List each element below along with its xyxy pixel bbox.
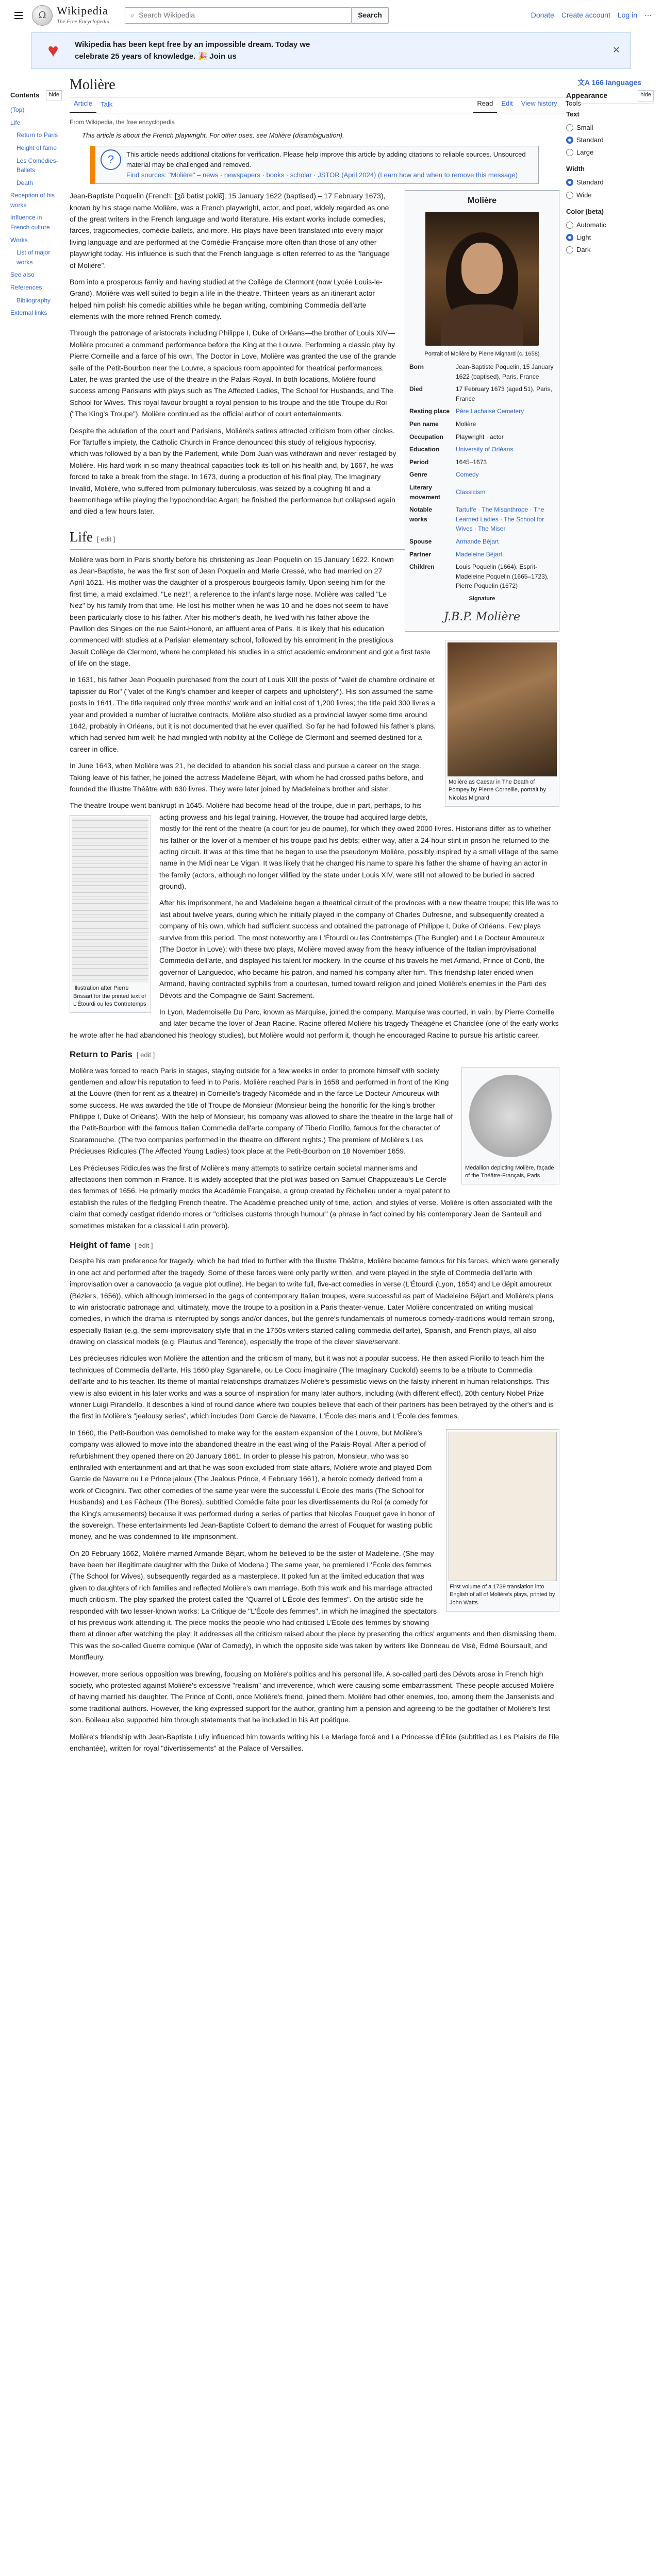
portrait-caption: Portrait of Molière by Pierre Mignard (c. 1658) — [424, 350, 540, 357]
citation-needed-notice — [90, 146, 539, 184]
heart-icon: ♥ — [47, 40, 59, 61]
log-in-link[interactable]: Log in — [617, 11, 637, 20]
toc-item-comedies-ballets[interactable]: Les Comédies-Ballets — [16, 157, 58, 174]
tab-talk[interactable]: Talk — [101, 100, 113, 108]
donate-link[interactable]: Donate — [531, 11, 554, 20]
moliere-caesar-image[interactable] — [448, 642, 557, 776]
figure-medallion — [461, 1067, 559, 1185]
table-of-contents — [10, 90, 62, 319]
life-paragraph: In Lyon, Mademoiselle Du Parc, known as Marquise, joined the company. Marquise was courted, in vain, by Pierre Corneille and later became the lover of Jean Racine. Racine offered Molière his tragedy Théagène et Chariclée (one of the early works he wrote after he had abandoned his theology studies), but Molière would not perform it, though he encouraged Racine to pursue his artistic career. — [70, 1008, 559, 1039]
wikipedia-globe-icon: Ω — [32, 5, 53, 26]
color-light-option[interactable]: Light — [566, 231, 654, 244]
color-dark-option[interactable]: Dark — [566, 244, 654, 256]
infobox-row: Died 17 February 1673 (aged 51), Paris, France — [409, 385, 552, 402]
life-paragraph: In June 1643, when Molière was 21, he decided to abandon his social class and pursue a career on the stage. Taking leave of his father, he joined the actress Madeleine Béjart, with whom he had crossed paths before, and founded the Illustre Théâtre with 630 livres. They were later joined by Madeleine's brother and sister. — [70, 761, 424, 793]
create-account-link[interactable]: Create account — [561, 11, 610, 20]
site-header — [0, 0, 662, 31]
notice-text: This article needs additional citations for verification. Please help improve this article by adding citations to reliable sources. Unsourced material may be challenged and removed. — [126, 150, 526, 168]
tab-history[interactable]: View history — [521, 99, 557, 107]
translate-icon: 文A — [577, 78, 592, 87]
figure-1739-translation — [446, 1429, 559, 1612]
search-button[interactable]: Search — [351, 7, 389, 24]
page-tabs — [70, 98, 585, 113]
edit-section-link[interactable]: [ edit ] — [96, 535, 115, 543]
infobox-row: Pen name Molière — [409, 420, 476, 428]
figure-etourdi — [70, 815, 151, 1013]
close-icon[interactable]: ✕ — [612, 45, 620, 56]
infobox-row: Literary movement Classicism — [409, 483, 486, 501]
figure-caption: Medallion depicting Molière, façade of the Théâtre-Français, Paris — [465, 1164, 554, 1179]
infobox-row: Notable works Tartuffe · The Misanthrope · The Learned Ladies · The School for Wives · The Miser — [409, 506, 544, 533]
figure-caesar — [445, 640, 559, 807]
life-paragraph: Molière was born in Paris shortly before his christening as Jean Poquelin on 15 January 1622. Known as Jean-Baptiste, he was the first son of Jean Poquelin and Marie Cressé, who had married on 27 April 1621. His mother was the daughter of a prosperous bourgeois family. Upon seeing him for the first time, a maid exclaimed, "Le nez!", a reference to the infant's large nose. Molière was called "Le Nez" by his family from that time. He lost his mother when he was 10 and he does not seem to have been particularly close to his father. After his mother's death, he lived with his father above the Pavillon des Singes on the rue Saint-Honoré, an affluent area of Paris. It is likely that his education commenced with studies at a Parisian elementary school, followed by his enrolment in the prestigious Jesuit Collège de Clermont, where he completed his studies in a strict academic environment and got a first taste of life on the stage. — [70, 555, 431, 668]
section-heading-life: Life [ edit ] — [70, 527, 559, 550]
infobox — [405, 190, 559, 632]
toc-title: Contents — [10, 91, 40, 99]
more-options-icon[interactable]: ⋯ — [644, 11, 652, 20]
figure-caption: First volume of a 1739 translation into English of all of Molière's plays, printed by John Watts. — [450, 1583, 555, 1606]
find-sources-links[interactable]: Find sources: "Molière" – news · newspapers · books · scholar · JSTOR (April 2024) (Learn how and when to remove this message) — [126, 171, 518, 179]
color-label: Color (beta) — [566, 207, 604, 215]
etourdi-illustration-image[interactable] — [72, 818, 148, 982]
infobox-row: Genre Comedy — [409, 471, 479, 479]
search-icon: ⌕ — [130, 11, 135, 20]
infobox-row: Occupation Playwright · actor — [409, 433, 504, 440]
intro-paragraph: Jean-Baptiste Poquelin (French: [ʒɑ̃ batist pɔklɛ̃]; 15 January 1622 (baptised) – 17 February 1673), known by his stage name Molière, was a French playwright, actor, and poet, widely regarded as one of the great writers in the French language and world literature. His extant works include comedies, farces, tragicomedies, comédie-ballets, and more. His plays have been translated into every major living language and are performed at the Comédie-Française more often than those of any other playwright today. His influence is such that the French language is often referred to as the "language of Molière". — [70, 192, 390, 269]
fame-paragraph: Despite his own preference for tragedy, which he had tried to further with the Illustre Théâtre, Molière became famous for his farces, which were generally in one act and performed after the tragedy. Some of these farces were only partly written, and were played in the style of Commedia dell'arte with improvisation over a canovaccio (a vague plot outline). He began to write full, five-act comedies in verse (L'Étourdi (Lyon, 1654) and Le dépit amoureux (Béziers, 1656)), which although immersed in the gags of contemporary Italian troupes, were successful as part of Madeleine Béjart and Molière's plans to win aristocratic patronage and, ultimately, move the troupe to a position in a Paris theater-venue. Later Molière concentrated on writing musical comedies, in which the drama is interrupted by songs and/or dances, but the genre's fundamentals of numerous comedy-traditions would remain strong, especially Italian (e.g. the semi-improvisatory style that in the 1750s writers started calling commedia dell'arte), Spanish, and French plays, all also drawing on classical models (e.g. Plautus and Terence), especially the trope of the clever slave/servant. — [70, 1257, 559, 1346]
toc-item-death[interactable]: Death — [16, 179, 34, 187]
infobox-row: Born Jean-Baptiste Poquelin, 15 January 1622 (baptised), Paris, France — [409, 363, 554, 380]
edit-section-link[interactable]: [ edit ] — [135, 1241, 153, 1249]
appearance-panel — [566, 90, 654, 256]
toc-item-see-also[interactable]: See also — [10, 271, 35, 279]
life-paragraph: In 1631, his father Jean Poquelin purchased from the court of Louis XIII the posts of "valet de chambre ordinaire et tapissier du Roi" ("valet of the King's chamber and keeper of carpets and upholstery"). His son assumed the same posts in 1641. The title required only three months' work and an initial cost of 1,200 livres; the title paid 300 livres a year and provided a number of lucrative contracts. Molière also studied as a provincial lawyer some time around 1642, probably in Orléans, but it is not documented that he ever qualified. So far he had followed his father's plans, which had served him well; he had mingled with nobility at the Collège de Clermont and seemed destined for a career in office. — [70, 675, 436, 753]
fame-paragraph: On 20 February 1662, Molière married Armande Béjart, whom he believed to be the sister of Madeleine. (She may have been her illegitimate daughter with the Duke of Modena.) The same year, he premiered L'École des femmes (The School for Wives), subsequently regarded as a masterpiece. It poked fun at the limited education that was given to daughters of rich families and reflected Molière's own marriage. Both this work and his marriage attracted much criticism. The play sparked the protest called the "Quarrel of L'École des femmes". On the artistic side he responded with two lesser-known works: La Critique de "L'École des femmes", in which he imagined the spectators of his previous work attending it. The piece mocks the people who had criticised L'École des femmes by showing them at dinner after watching the play; it addresses all the criticism raised about the piece by presenting the critics' arguments and then dismissing them. This was the so-called Guerre comique (War of Comedy), in which the opposite side was taken by writers like Donneau de Visé, Edmé Boursault, and Montfleury. — [70, 1549, 557, 1662]
infobox-table — [407, 361, 557, 592]
appearance-hide-button[interactable]: hide — [638, 90, 654, 101]
infobox-row: Spouse Armande Béjart — [409, 537, 499, 545]
infobox-row: Partner Madeleine Béjart — [409, 550, 503, 558]
wikipedia-logo[interactable] — [32, 5, 109, 26]
search-input[interactable] — [125, 7, 352, 24]
language-button[interactable] — [577, 77, 641, 89]
translation-title-page-image[interactable] — [449, 1432, 557, 1581]
infobox-row: Education University of Orléans — [409, 446, 514, 453]
fame-paragraph: Molière's friendship with Jean-Baptiste Lully influenced him towards writing his Le Mariage forcé and La Princesse d'Élide (subtitled as Les Plaisirs de l'île enchantée), written for royal "divertissements" at the Palace of Versailles. — [70, 1732, 559, 1752]
intro-paragraph: Despite the adulation of the court and Parisians, Molière's satires attracted criticism from other circles. For Tartuffe's impiety, the Catholic Church in France denounced this study of religious hypocrisy, which was followed by a ban by the Parlement, while Dom Juan was withdrawn and never restaged by Molière. His hard work in so many theatrical capacities took its toll on his health and, by 1667, he was forced to take a break from the stage. In 1673, during a production of his final play, The Imaginary Invalid, Molière, who suffered from pulmonary tuberculosis, was seized by a coughing fit and a haemorrhage while playing the hypochondriac Argan; he finished the performance but collapsed again and died a few hours later. — [70, 426, 396, 516]
paris-paragraph: Molière was forced to reach Paris in stages, staying outside for a few weeks in order to promote himself with society gentlemen and allow his reputation to feed in to Paris. Molière reached Paris in 1658 and performed in front of the King at the Louvre (then for rent as a theatre) in Corneille's tragedy Nicomède and in the farce Le Docteur Amoureux with some success. He was awarded the title of Troupe de Monsieur (Monsieur being the honorific for the king's brother Philippe I, Duke of Orléans). With the help of Monsieur, his company was allowed to share the theatre in the large hall of the Petit-Bourbon with the famous Italian Commedia dell'arte company of Tiberio Fiorillo, famous for the character of Scaramouche. (The two companies performed in the theatre on different nights.) The premiere of Molière's Les Précieuses Ridicules (The Affected Young Ladies) took place at the Petit-Bourbon on 18 November 1659. — [70, 1066, 453, 1156]
text-small-option[interactable]: Small — [566, 122, 654, 134]
fame-paragraph: In 1660, the Petit-Bourbon was demolished to make way for the eastern expansion of the Louvre, but Molière's company was allowed to move into the abandoned theatre in the east wing of the Palais-Royal. After a period of refurbishment they opened there on 20 January 1661. In order to please his patron, Monsieur, who was so enthralled with entertainment and art that he was soon excluded from state affairs, Molière wrote and played Dom Garcie de Navarre ou Le Prince jaloux (The Jealous Prince, 4 February 1661), a heroic comedy derived from a work of Cicognini. Two other comedies of the same year were the successful L'École des maris (The School for Husbands) and Les Fâcheux (The Bores), subtitled Comédie faite pour les divertissements du Roi (a comedy for the King's amusements) because it was performed during a series of parties that Nicolas Fouquet gave in honor of the sovereign. These entertainments led Jean-Baptiste Colbert to demand the arrest of Fouquet for wasting public money, and he was condemned to life imprisonment. — [70, 1428, 435, 1541]
search-placeholder: Search Wikipedia — [139, 11, 195, 20]
toc-item-reception[interactable]: Reception of his works — [10, 192, 55, 209]
infobox-row: Resting place Père Lachaise Cemetery — [409, 408, 524, 415]
toc-item-return-to-paris[interactable]: Return to Paris — [16, 131, 58, 139]
life-paragraph: After his imprisonment, he and Madeleine began a theatrical circuit of the provinces with a new theatre troupe; this life was to last about twelve years, during which he initially played in the company of Charles Dufresne, and subsequently created a company of his own, which had sufficient success and obtained the patronage of Philippe I, Duke of Orléans. Few plays survive from this period. The most noteworthy are L'Étourdi ou les Contretemps (The Bungler) and Le Docteur Amoureux (The Doctor in Love); with these two plays, Molière moved away from the heavy influence of the Italian improvisational Commedia dell'arte, and displayed his talent for mockery. In the course of his travels he met Armand, Prince of Conti, the governor of Languedoc, who became his patron, and named his company after him. This friendship later ended when Armand, having contracted syphilis from a courtesan, turned toward religion and joined Molière's enemies in the Parti des Dévots and the Compagnie de Saint Sacrement. — [159, 899, 558, 999]
toc-item-height-of-fame[interactable]: Height of fame — [16, 144, 57, 151]
section-heading-return-to-paris: Return to Paris [ edit ] — [70, 1049, 155, 1060]
toc-item-influence[interactable]: Influence in French culture — [10, 214, 50, 231]
page-title: Molière — [70, 75, 585, 97]
toc-item-bibliography[interactable]: Bibliography — [16, 296, 51, 304]
banner-line-2[interactable]: celebrate 25 years of knowledge. 🎉 Join us — [75, 52, 237, 61]
toc-item-top[interactable]: (Top) — [10, 106, 25, 114]
signature-image: J.B.P. Molière — [444, 610, 520, 623]
banner-line-1: Wikipedia has been kept free by an impossible dream. Today we — [75, 40, 310, 49]
portrait-image[interactable] — [425, 212, 539, 346]
text-size-label: Text — [566, 110, 580, 118]
main-menu-button[interactable] — [10, 7, 27, 24]
life-paragraph: The theatre troupe went bankrupt in 1645. Molière had become head of the troupe, due in part, perhaps, to his acting prowess and his legal training. However, the troupe had acquired large debts, mostly for the rent of the theatre (a court for jeu de paume), for which they owed 2000 livres. Historians differ as to whether his father or the lover of a member of his troupe paid his debts; either way, after a 24-hour stint in prison he returned to the acting circuit. It was at this time that he began to use the pseudonym Molière, possibly inspired by a small village of the same name in the Midi near Le Vigan. It was likely that he changed his name to spare his father the shame of having an actor in the family (actors, although no longer vilified by the state under Louis XIV, were still not allowed to be buried in sacred ground). — [70, 801, 558, 891]
toc-item-references[interactable]: References — [10, 284, 42, 292]
figure-caption: Molière as Caesar in The Death of Pompey by Pierre Corneille, portrait by Nicolas Mignard — [449, 779, 546, 801]
intro-paragraph: Through the patronage of aristocrats including Philippe I, Duke of Orléans—the brother of Louis XIV—Molière procured a command performance before the King at the Louvre. Performing a classic play by Pierre Corneille and a farce of his own, The Doctor in Love, Molière was granted the use of the grande salle of the Petit-Bourbon near the Louvre, a spacious room appointed for theatrical performances. Later, he was granted the use of the theatre in the Palais-Royal. In both locations, Molière found success among Parisians with plays such as The Affected Ladies, The School for Husbands, and The School for Wives. This royal favour brought a royal pension to his troupe and the title Troupe du Roi ("The King's Troupe"). Molière continued as the official author of court entertainments. — [70, 329, 396, 418]
infobox-row: Children Louis Poquelin (1664), Esprit-Madeleine Poquelin (1665–1723), Pierre Poquelin (1672) — [409, 563, 549, 590]
infobox-row: Period 1645–1673 — [409, 458, 487, 466]
tab-article[interactable]: Article — [70, 96, 96, 113]
signature-label: Signature — [469, 595, 495, 602]
color-automatic-option[interactable]: Automatic — [566, 219, 654, 231]
article-body — [70, 117, 559, 2576]
text-large-option[interactable]: Large — [566, 146, 654, 159]
infobox-title: Molière — [467, 196, 496, 206]
fame-paragraph: Les précieuses ridicules won Molière the attention and the criticism of many, but it was not a popular success. He then asked Fiorillo to teach him the techniques of Commedia dell'arte. His 1660 play Sganarelle, ou Le Cocu imaginaire (The Imaginary Cuckold) seems to be a tribute to Commedia dell'arte and to his teacher. Its theme of marital relationships dramatizes Molière's pessimistic views on the falsity inherent in human relationships. This view is also evident in his later works and was a source of inspiration for many later authors, including (with different effect), 20th century Nobel Prize winner Luigi Pirandello. It describes a kind of round dance where two couples believe that each of their partners has been betrayed by the other's and is the first in Molière's "jealousy series", which includes Dom Garcie de Navarre, L'École des maris and L'École des femmes. — [70, 1354, 554, 1420]
toc-item-works[interactable]: Works — [10, 236, 28, 244]
wordmark: Wikipedia — [57, 4, 108, 18]
width-label: Width — [566, 165, 585, 173]
toc-hide-button[interactable]: hide — [46, 90, 62, 100]
tab-edit[interactable]: Edit — [501, 99, 513, 107]
language-count: 166 languages — [591, 78, 641, 87]
text-standard-option[interactable]: Standard — [566, 134, 654, 146]
paris-paragraph: Les Précieuses Ridicules was the first of Molière's many attempts to satirize certain societal mannerisms and affectations then common in France. It is widely accepted that the plot was based on Samuel Chappuzeau's Le Cercle des femmes of 1656. He primarily mocks the Académie Française, a group created by Richelieu under a royal patent to establish the rules of the fledgling French theatre. The Académie preached unity of time, action, and styles of verse. Molière is often associated with the claim that comedy castigat ridendo mores or "criticises customs through humour" (a phrase in fact coined by his contemporary Jean de Santeuil and sometimes mistaken for a classical Latin proverb). — [70, 1163, 553, 1230]
intro-paragraph: Born into a prosperous family and having studied at the Collège de Clermont (now Lycée Louis-le-Grand), Molière was well suited to begin a life in the theatre. Thirteen years as an itinerant actor helped him polish his comedic abilities while he began writing, combining Commedia dell'arte elements with the more refined French comedy. — [70, 277, 383, 321]
width-wide-option[interactable]: Wide — [566, 189, 654, 201]
hatnote: This article is about the French playwright. For other uses, see Molière (disambiguation). — [82, 131, 344, 139]
fundraising-banner — [31, 32, 631, 69]
width-standard-option[interactable]: Standard — [566, 176, 654, 189]
toc-item-major-works[interactable]: List of major works — [16, 249, 51, 266]
fame-paragraph: However, more serious opposition was brewing, focusing on Molière's politics and his personal life. A so-called parti des Dévots arose in French high society, who protested against Molière's excessive "realism" and irreverence, which were causing some embarrassment. These people accused Molière of having married his daughter. The Prince of Conti, once Molière's friend, joined them. Molière had other enemies, too, among them the Jansenists and some traditional authors. However, the king expressed support for the author, granting him a pension and agreeing to be the godfather of Molière's first son. Boileau also supported him through statements that he included in his Art poétique. — [70, 1669, 554, 1724]
edit-section-link[interactable]: [ edit ] — [136, 1051, 155, 1059]
figure-caption: Illustration after Pierre Brissart for the printed text of L'Étourdi ou les Contretemps — [73, 985, 146, 1007]
section-heading-height-of-fame: Height of fame [ edit ] — [70, 1240, 153, 1250]
appearance-title: Appearance — [566, 91, 608, 99]
from-wikipedia: From Wikipedia, the free encyclopedia — [70, 118, 175, 126]
tab-read[interactable]: Read — [473, 96, 497, 113]
tools-menu[interactable]: Tools — [565, 99, 581, 107]
question-icon: ? — [101, 149, 121, 170]
medallion-image[interactable] — [469, 1075, 552, 1157]
toc-item-external-links[interactable]: External links — [10, 309, 47, 317]
tagline: The Free Encyclopedia — [57, 18, 110, 25]
toc-item-life[interactable]: Life — [10, 118, 21, 126]
